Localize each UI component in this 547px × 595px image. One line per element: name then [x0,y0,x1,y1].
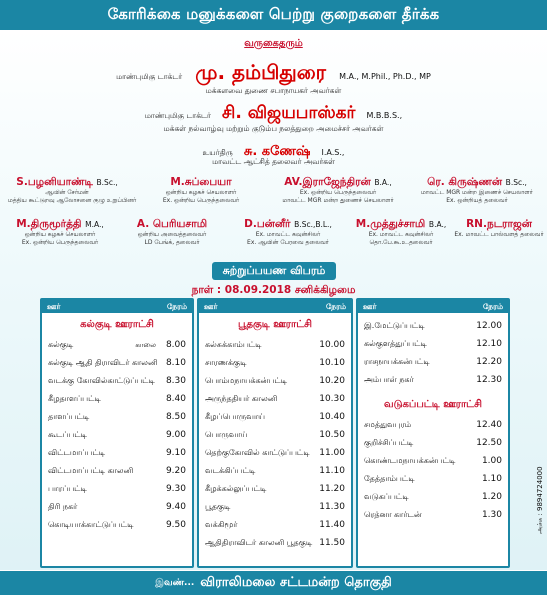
place-name: விட்டமாப்பட்டி காலனி [48,466,134,475]
member-degree: B.A., [428,220,447,229]
visit-time: 9.20 [165,466,186,476]
place-name: சாரணக்குடி [205,358,247,367]
schedule-row [358,335,508,353]
member-name: RN.நடராஜன் [466,218,532,230]
member-role: Ex. ஒன்றியத் தலைவர் [446,197,508,204]
visit-time: 1.10 [481,474,502,484]
header-banner [0,0,547,30]
place-name: தெற்குகோவில் காட்டுப்பட்டி [205,448,310,457]
schedule-row [358,452,508,470]
vip2-line [0,103,547,125]
header-time: நேரம் [166,301,187,311]
place-name: கொண்டமநாயக்கன்பட்டி [364,456,456,465]
member-role: Ex. மாவட்ட கவுன்சிலர் [368,231,434,238]
member-role: ஆவின் சேர்மன் [45,189,89,196]
member-panneer [228,218,348,247]
vip3-degrees: I.A.S., [321,148,345,157]
member-name: S.பழனியாண்டி [16,176,93,188]
member-role: ஒன்றிய கழகச் செயலாளர் [165,189,237,196]
member-role: மாவட்ட MGR மன்ற துணைச் செயலாளர் [282,197,394,204]
schedule-row [199,336,351,354]
visit-time: 9.00 [165,430,186,440]
member-name: M.சுப்பையா [170,176,232,188]
member-role: Ex. ஒன்றிய பெருந்தலைவர் [299,189,377,196]
member-role: தொ.பே.கூ.உ.தலைவர் [369,239,433,246]
schedule-row [199,516,351,534]
schedule-row [42,408,192,426]
schedule-row [42,444,192,462]
member-role: Ex. ஒன்றிய பெருந்தலைவர் [21,239,99,246]
vip2-role: மக்கள் நல்வாழ்வு மற்றும் குடும்ப நலத்துறை அமைச்சர் அவர்கள் [163,124,384,133]
place-name: கல்குடி [48,340,74,349]
visit-time: 10.10 [319,358,345,368]
banner-title: கோரிக்கை மனுக்களை பெற்று குறைகளை தீர்க்க [107,5,440,23]
visit-time: 11.20 [319,484,345,494]
visit-time: 11.50 [319,538,345,548]
visit-time: 12.00 [476,321,502,331]
place-name: ராசநாயக்கன்பட்டி [364,357,430,366]
vip1-degrees: M.A., M.Phil., Ph.D., MP [339,72,431,81]
schedule-row [42,462,192,480]
visit-time: 12.20 [476,357,502,367]
schedule-row [42,390,192,408]
visit-time: 1.20 [481,492,502,502]
schedule-column-2 [197,298,353,568]
visit-time: 9.30 [165,484,186,494]
member-role: Ex. மாவட்ட பால்வளத் தலைவர் [454,231,544,238]
schedule-row [42,336,192,354]
visit-time: 8.10 [165,358,186,368]
schedule-row [358,434,508,452]
member-rajendran [268,176,408,205]
vip1-role: மக்களவை துணை சபாநாயகர் அவர்கள் [205,86,342,95]
place-name: அம்பாள் நகர் [364,375,414,384]
place-name: ஆதிதிராவிடர் காலனி பூதகுடி [205,538,313,547]
visit-time: 11.30 [319,502,345,512]
place-name: பொம்மநாயக்கன்பட்டி [205,376,288,385]
vip2-degrees: M.B.B.S., [366,111,403,120]
header-place: ஊர் [363,301,377,311]
column-2-rows [199,336,351,552]
schedule-title-box [212,262,336,280]
panchayat-heading: வடுகப்பட்டி ஊராட்சி [384,399,482,410]
visit-time: 12.10 [476,339,502,349]
schedule-row [358,371,508,389]
member-role: Ex. ஆவின் பேரவை தலைவர் [247,239,329,246]
member-periyasamy [124,218,220,247]
member-degree: B.A., [374,178,392,187]
panchayat-heading: கல்குடி ஊராட்சி [80,319,154,330]
visit-time: 8.50 [165,412,186,422]
vip3-prefix: உயர்திரு [202,148,233,157]
schedule-row [358,470,508,488]
visit-time: 9.40 [165,502,186,512]
place-name: பொருவாய் [205,430,248,439]
schedule-row [358,353,508,371]
printer-id: அச்சு : 9894724000 [536,466,544,534]
place-name: கூடப்பட்டி [48,430,88,439]
header-place: ஊர் [47,301,61,311]
member-role: Ex. மாவட்ட கவுன்சிலர் [255,231,321,238]
place-name: திரி நகர் [48,502,78,511]
place-name: ரெத்னா கார்டன் [364,510,422,519]
visit-time: 10.40 [319,412,345,422]
place-name: அருந்ததியர் காலனி [205,394,278,403]
member-name: D.பன்னீர் [244,218,291,230]
place-name: தேத்தாம்பட்டி [364,474,415,483]
place-name: கல்குடி ஆதி திராவிடர் காலனி [48,358,158,367]
member-degree: M.A., [85,220,104,229]
visit-time: 1.00 [481,456,502,466]
footer-text: விராலிமலை சட்டமன்ற தொகுதி [200,575,392,590]
schedule-row [42,498,192,516]
member-role: LD பேங்க், தலைவர் [144,239,200,246]
member-degree: B.Sc., [96,178,118,187]
column-header [358,300,508,313]
schedule-row [358,416,508,434]
visit-time: 11.00 [319,448,345,458]
place-name: கீழக்கல்லுப்பட்டி [205,484,267,493]
schedule-row [42,480,192,498]
schedule-row [199,390,351,408]
visit-time: 12.40 [476,420,502,430]
place-name: கல்சுக்காம்பட்டி [205,340,262,349]
visit-time: 1.30 [481,510,502,520]
member-name: AV.இராஜேந்திரன் [284,176,371,188]
visit-time: 9.50 [165,520,186,530]
place-name: இ.மேட்டுப்பட்டி [364,321,425,330]
column-3-rows-bottom [358,416,508,524]
member-role: மத்திய கூட்டுறவு ஆலோசனை குழு உறுப்பினர் [8,197,137,204]
time-period: காலை [135,340,156,349]
member-name: M.திருமூர்த்தி [16,218,82,230]
member-muthusamy [348,218,454,247]
place-name: குறிச்சிப்பட்டி [364,438,414,447]
place-name: வக்கிமூர் [205,520,238,529]
schedule-row [199,534,351,552]
vip2-name: சி. விஜயபாஸ்கர் [222,103,356,123]
visit-time: 12.30 [476,375,502,385]
place-name: விட்டமாப்பட்டி [48,448,106,457]
schedule-row [42,516,192,534]
place-name: தாளப்பட்டி [48,412,90,421]
schedule-row [199,354,351,372]
place-name: கீழதாளப்பட்டி [48,394,101,403]
schedule-column-3 [356,298,510,568]
header-time: நேரம் [325,301,346,311]
member-role: Ex. ஒன்றிய பெருந்தலைவர் [162,197,240,204]
schedule-row [199,372,351,390]
schedule-row [199,498,351,516]
vip3-role: மாவட்ட ஆட்சித் தலைவர் அவர்கள் [212,157,335,166]
visit-time: 10.20 [319,376,345,386]
place-name: பூதகுடி [205,502,231,511]
footer-prefix: இவண்... [155,577,195,588]
column-1-rows [42,336,192,534]
place-name: பாரப்பட்டி [48,484,87,493]
schedule-row [199,462,351,480]
member-natarajan [454,218,544,239]
column-3-rows-top [358,317,508,389]
schedule-title: சுற்றுப்பயண விபரம் [222,263,326,277]
member-name: A. பெரியசாமி [136,218,208,230]
place-name: கொடியாக்காட்டுப்பட்டி [48,520,134,529]
member-role: ஒன்றிய அவைத்தலைவர் [137,231,207,238]
vip2-prefix: மாண்புமிகு டாக்டர் [144,111,211,120]
schedule-row [42,354,192,372]
place-name: சமத்துவபுரம் [364,420,412,429]
visit-time: 10.00 [319,340,345,350]
schedule-row [42,372,192,390]
vip3-name: சு. கணேஷ் [243,144,311,159]
schedule-date: நாள் : 08.09.2018 சனிக்கிழமை [191,284,356,296]
member-name: M.முத்துச்சாமி [355,218,426,230]
schedule-row [199,480,351,498]
visit-time: 11.10 [319,466,345,476]
visit-time: 12.50 [476,438,502,448]
member-thirumoorthi [2,218,118,247]
schedule-row [199,408,351,426]
footer-banner [0,571,547,595]
visit-time: 11.40 [319,520,345,530]
place-name: கீழப்பொருவாய் [205,412,265,421]
header-place: ஊர் [204,301,218,311]
schedule-row [358,488,508,506]
visit-time: 10.50 [319,430,345,440]
place-name: வடக்கு கோவில்காட்டுப்பட்டி [48,376,155,385]
header-time: நேரம் [482,301,503,311]
welcome-label: வருகைதரும் [244,38,303,49]
place-name: கல்குளத்துப்பட்டி [364,339,427,348]
visit-time: 8.40 [165,394,186,404]
schedule-row [199,444,351,462]
column-header [199,300,351,313]
schedule-row [358,317,508,335]
member-degree: B.Sc.,B.L., [294,220,332,229]
member-name: ரெ. கிருஷ்ணன் [427,176,503,188]
visit-time: 9.10 [165,448,186,458]
vip1-name: மு. தம்பிதுரை [195,60,326,84]
member-role: ஒன்றிய கழகச் செயலாளர் [24,231,96,238]
member-role: மாவட்ட MGR மன்ற இணைச் செயலாளர் [421,189,533,196]
visit-time: 8.30 [165,376,186,386]
member-subbaiya [146,176,256,205]
vip1-prefix: மாண்புமிகு டாக்டர் [116,72,183,81]
schedule-row [199,426,351,444]
schedule-row [42,426,192,444]
visit-time: 8.00 [165,340,186,350]
schedule-row [358,506,508,524]
visit-time: 10.30 [319,394,345,404]
member-degree: B.Sc., [505,178,527,187]
member-palaniyandi [8,176,137,205]
column-header [42,300,192,313]
place-name: வடுகப்பட்டி [364,492,409,501]
member-krishnan [410,176,544,205]
panchayat-heading: பூதகுடி ஊராட்சி [237,319,312,330]
vip1-line [0,60,547,87]
place-name: வடக்கிப்பட்டி [205,466,256,475]
schedule-column-1 [40,298,194,568]
